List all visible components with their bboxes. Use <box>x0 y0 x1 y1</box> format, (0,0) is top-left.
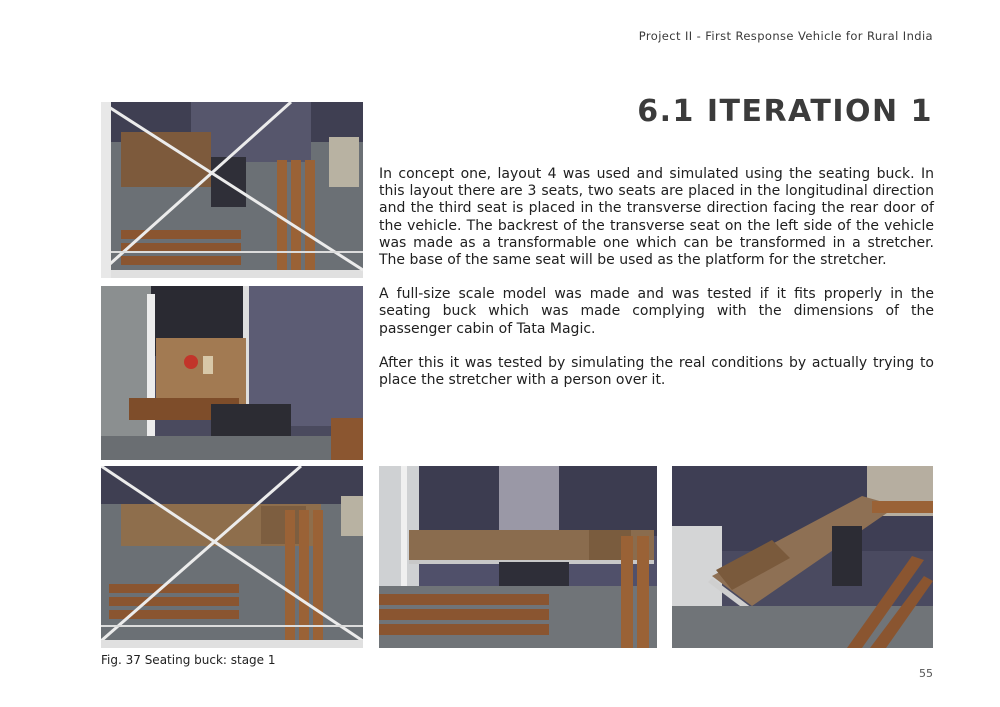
photo-top-view-seats <box>101 102 363 278</box>
paragraph-3: After this it was tested by simulating the real conditions by actually trying to place the stretcher with a person over it. <box>379 354 934 389</box>
running-header: Project II - First Response Vehicle for Rural India <box>638 29 933 43</box>
photo-top-view-stretcher <box>101 466 363 648</box>
paragraph-1: In concept one, layout 4 was used and simulated using the seating buck. In this layout there are 3 seats, two seats are placed in the longitudinal direction and the third seat is placed in the transverse direction facing the rear door of the vehicle. The backrest of the transverse seat on the left side of the vehicle was made as a transformable one which can be transformed in a stretcher. The base of the same seat will be used as the platform for the stretcher. <box>379 166 934 269</box>
paragraph-2: A full-size scale model was made and was tested if it fits properly in the seating buck which was made complying with the dimensions of the passenger cabin of Tata Magic. <box>379 286 934 337</box>
photo-side-view-seat <box>101 286 363 460</box>
photo-stretcher-front <box>379 466 657 648</box>
section-title: 6.1 ITERATION 1 <box>637 94 933 129</box>
page-number: 55 <box>919 667 933 680</box>
body-text <box>379 166 934 406</box>
photo-stretcher-angle <box>672 466 933 648</box>
figure-caption: Fig. 37 Seating buck: stage 1 <box>101 653 276 667</box>
